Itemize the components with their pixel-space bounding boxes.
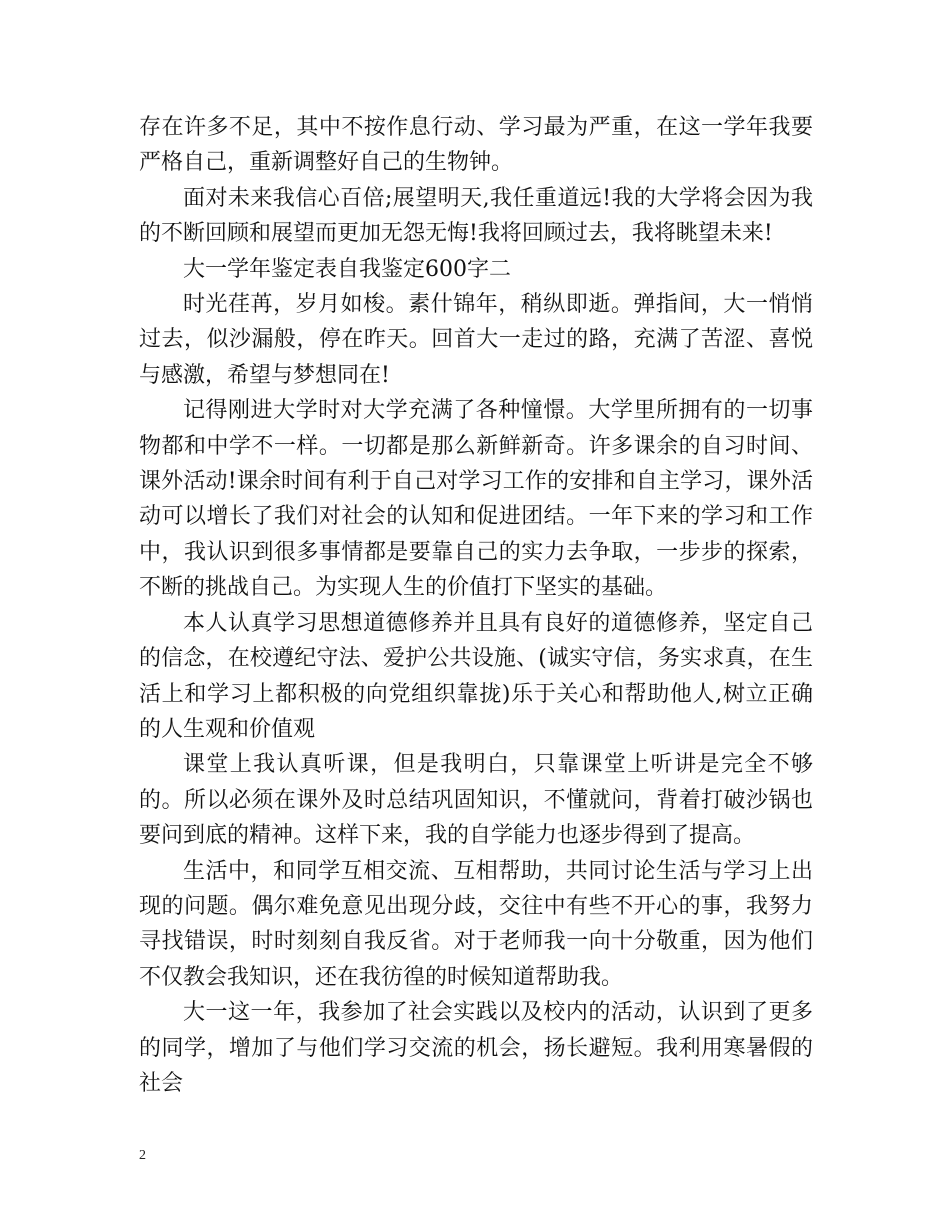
paragraph: 面对未来我信心百倍;展望明天,我任重道远!我的大学将会因为我的不断回顾和展望而更加无怨无悔!我将回顾过去，我将眺望未来!	[139, 185, 813, 247]
paragraph: 大一这一年，我参加了社会实践以及校内的活动，认识到了更多的同学，增加了与他们学习交流的机会，扬长避短。我利用寒暑假的社会	[139, 1000, 813, 1096]
page-number: 2	[139, 1148, 146, 1163]
section-heading: 大一学年鉴定表自我鉴定600字二	[183, 256, 511, 282]
paragraph: 本人认真学习思想道德修养并且具有良好的道德修养，坚定自己的信念，在校遵纪守法、爱护公共设施、(诚实守信，务实求真，在生活上和学习上都积极的向党组织靠拢)乐于关心和帮助他人,树立正确的人生观和价值观	[139, 610, 813, 742]
paragraph: 记得刚进大学时对大学充满了各种憧憬。大学里所拥有的一切事物都和中学不一样。一切都是那么新鲜新奇。许多课余的自习时间、课外活动!课余时间有利于自己对学习工作的安排和自主学习，课外活动可以增长了我们对社会的认知和促进团结。一年下来的学习和工作中，我认识到很多事情都是要靠自己的实力去争取，一步步的探索，不断的挑战自己。为实现人生的价值打下坚实的基础。	[139, 398, 813, 601]
paragraph: 生活中，和同学互相交流、互相帮助，共同讨论生活与学习上出现的问题。偶尔难免意见出现分歧，交往中有些不开心的事，我努力寻找错误，时时刻刻自我反省。对于老师我一向十分敬重，因为他们不仅教会我知识，还在我彷徨的时候知道帮助我。	[139, 858, 813, 990]
document-body	[139, 110, 813, 1101]
paragraph: 时光荏苒，岁月如梭。素什锦年，稍纵即逝。弹指间，大一悄悄过去，似沙漏般，停在昨天。回首大一走过的路，充满了苦涩、喜悦与感激，希望与梦想同在!	[139, 292, 813, 388]
paragraph-continuation: 存在许多不足，其中不按作息行动、学习最为严重，在这一学年我要严格自己，重新调整好自己的生物钟。	[139, 115, 813, 176]
paragraph: 课堂上我认真听课，但是我明白，只靠课堂上听讲是完全不够的。所以必须在课外及时总结巩固知识，不懂就问，背着打破沙锅也要问到底的精神。这样下来，我的自学能力也逐步得到了提高。	[139, 752, 813, 849]
